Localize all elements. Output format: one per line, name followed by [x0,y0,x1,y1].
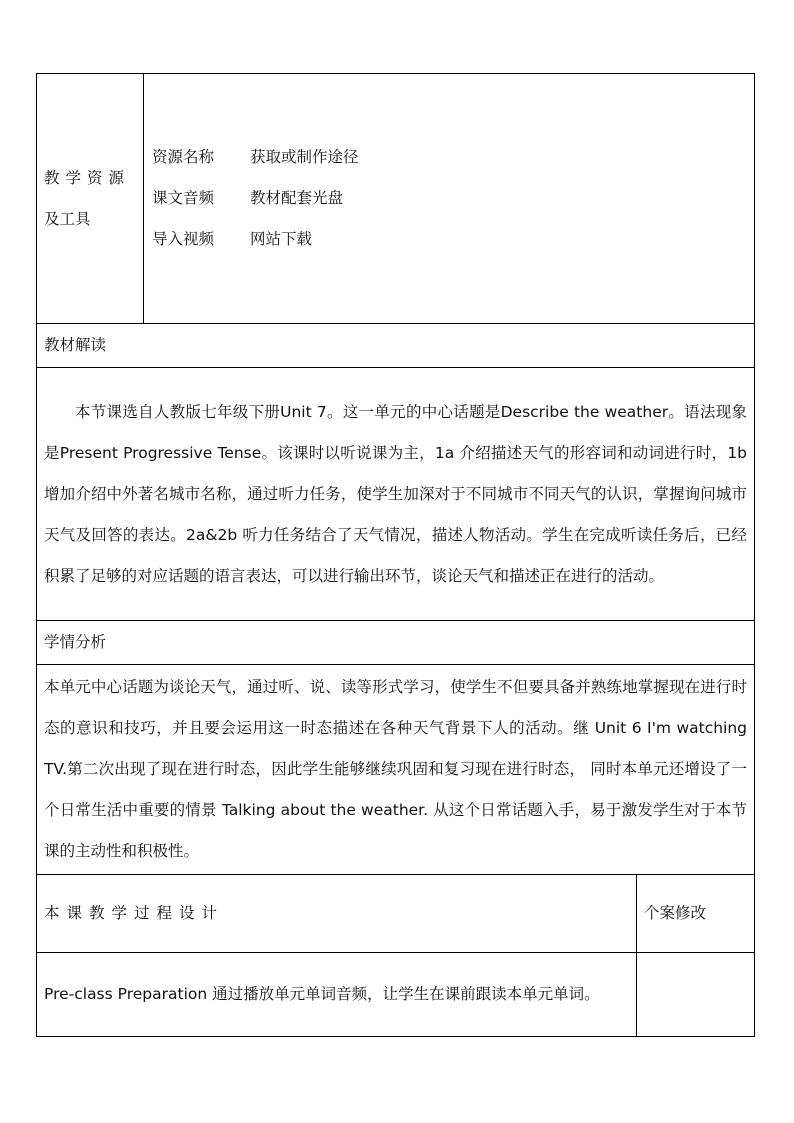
student-analysis-body-row [37,665,755,875]
resources-row [37,74,755,324]
resource-source: 网站下载 [250,230,313,248]
resource-item [152,137,746,178]
resources-list [144,74,755,324]
student-analysis-title: 学情分析 [37,621,755,665]
resource-item [152,178,746,219]
resources-label-line1: 教学资源 [44,168,131,187]
resource-source: 教材配套光盘 [250,189,344,207]
resources-label [37,74,144,324]
student-analysis-body: 本单元中心话题为谈论天气，通过听、说、读等形式学习，使学生不但要具备并熟练地掌握现在进行时态的意识和技巧，并且要会运用这一时态描述在各种天气背景下人的活动。继 Unit 6 I'm watching TV.第二次出现了现在进行时态，因此学生能够继续巩固和复习现在进行时态， 同时本单元还增设了一个日常生活中重要的情景 Talking about the weather. 从这个日常话题入手，易于激发学生对于本节课的主动性和积极性。 [37,665,755,875]
preclass-content: Pre-class Preparation 通过播放单元单词音频，让学生在课前跟读本单元单词。 [37,953,637,1037]
preclass-row [37,953,755,1037]
student-analysis-header-row [37,621,755,665]
textbook-analysis-header-row [37,324,755,368]
textbook-analysis-body: 本节课选自人教版七年级下册Unit 7。这一单元的中心话题是Describe the weather。语法现象是Present Progressive Tense。该课时以听说课为主，1a 介绍描述天气的形容词和动词进行时，1b 增加介绍中外著名城市名称，通过听力任务，使学生加深对于不同城市不同天气的认识，掌握询问城市天气及回答的表达。2a&2b 听力任务结合了天气情况，描述人物活动。学生在完成听读任务后，已经积累了足够的对应话题的语言表达，可以进行输出环节，谈论天气和描述正在进行的活动。 [37,368,755,621]
preclass-modification [637,953,755,1037]
resource-item [152,219,746,260]
process-title: 本课教学过程设计 [37,875,637,953]
resource-name: 课文音频 [152,189,215,207]
process-header-row [37,875,755,953]
resource-source: 获取或制作途径 [250,148,359,166]
textbook-analysis-body-row [37,368,755,621]
lesson-plan-table [36,73,755,1037]
resource-name: 导入视频 [152,230,215,248]
textbook-analysis-title: 教材解读 [37,324,755,368]
resource-name: 资源名称 [152,148,215,166]
modification-title: 个案修改 [637,875,755,953]
lesson-plan-page [36,73,754,1037]
resources-label-line2: 及工具 [44,209,91,228]
